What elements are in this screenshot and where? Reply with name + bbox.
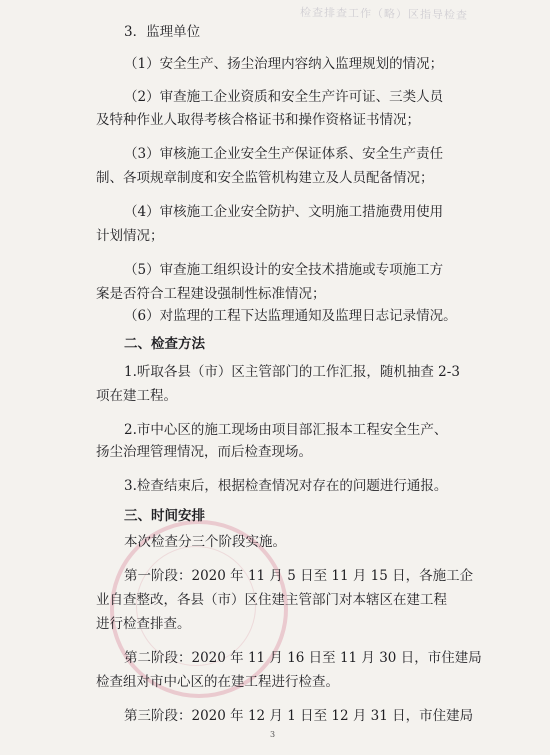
section-heading-supervision: 3．监理单位 [124,24,201,40]
page-number: 3 [270,730,276,739]
paragraph-line: （1）安全生产、扬尘治理内容纳入监理规划的情况； [124,56,444,72]
paragraph-line: 进行检查排查。 [96,616,191,632]
bleed-through-text: 检查排查工作（略）区指导检查 [299,5,469,22]
paragraph-line: 计划情况； [96,228,164,244]
paragraph-line: 项在建工程。 [96,388,177,404]
paragraph-line: 扬尘治理管理情况，而后检查现场。 [96,444,312,460]
paragraph-line: 业自查整改，各县（市）区住建主管部门对本辖区在建工程 [96,592,447,608]
paragraph-line: 本次检查分三个阶段实施。 [124,534,286,550]
paragraph-line: （5）审查施工组织设计的安全技术措施或专项施工方 [124,262,444,278]
paragraph-line: 案是否符合工程建设强制性标准情况； [96,286,326,302]
paragraph-line: 1.听取各县（市）区主管部门的工作汇报，随机抽查 2-3 [124,364,460,380]
paragraph-line: 及特种作业人取得考核合格证书和操作资格证书情况； [96,112,420,128]
paragraph-line: （3）审核施工企业安全生产保证体系、安全生产责任 [124,146,444,162]
paragraph-line: 制、各项规章制度和安全监管机构建立及人员配备情况； [96,170,434,186]
paragraph-line: （2）审查施工企业资质和安全生产许可证、三类人员 [124,89,444,105]
section-heading-schedule: 三、时间安排 [124,508,205,524]
section-heading-methods: 二、检查方法 [124,336,205,352]
paragraph-line: 第三阶段：2020 年 12 月 1 日至 12 月 31 日，市住建局 [124,708,474,724]
paragraph-line: （4）审核施工企业安全防护、文明施工措施费用使用 [124,204,444,220]
paragraph-line: （6）对监理的工程下达监理通知及监理日志记录情况。 [124,308,457,324]
paragraph-line: 检查组对市中心区的在建工程进行检查。 [96,674,339,690]
paragraph-line: 2.市中心区的施工现场由项目部汇报本工程安全生产、 [124,422,448,438]
paragraph-line: 第二阶段：2020 年 11 月 16 日至 11 月 30 日，市住建局 [124,650,482,666]
paragraph-line: 第一阶段：2020 年 11 月 5 日至 11 月 15 日，各施工企 [124,568,474,584]
paragraph-line: 3.检查结束后，根据检查情况对存在的问题进行通报。 [124,478,448,494]
